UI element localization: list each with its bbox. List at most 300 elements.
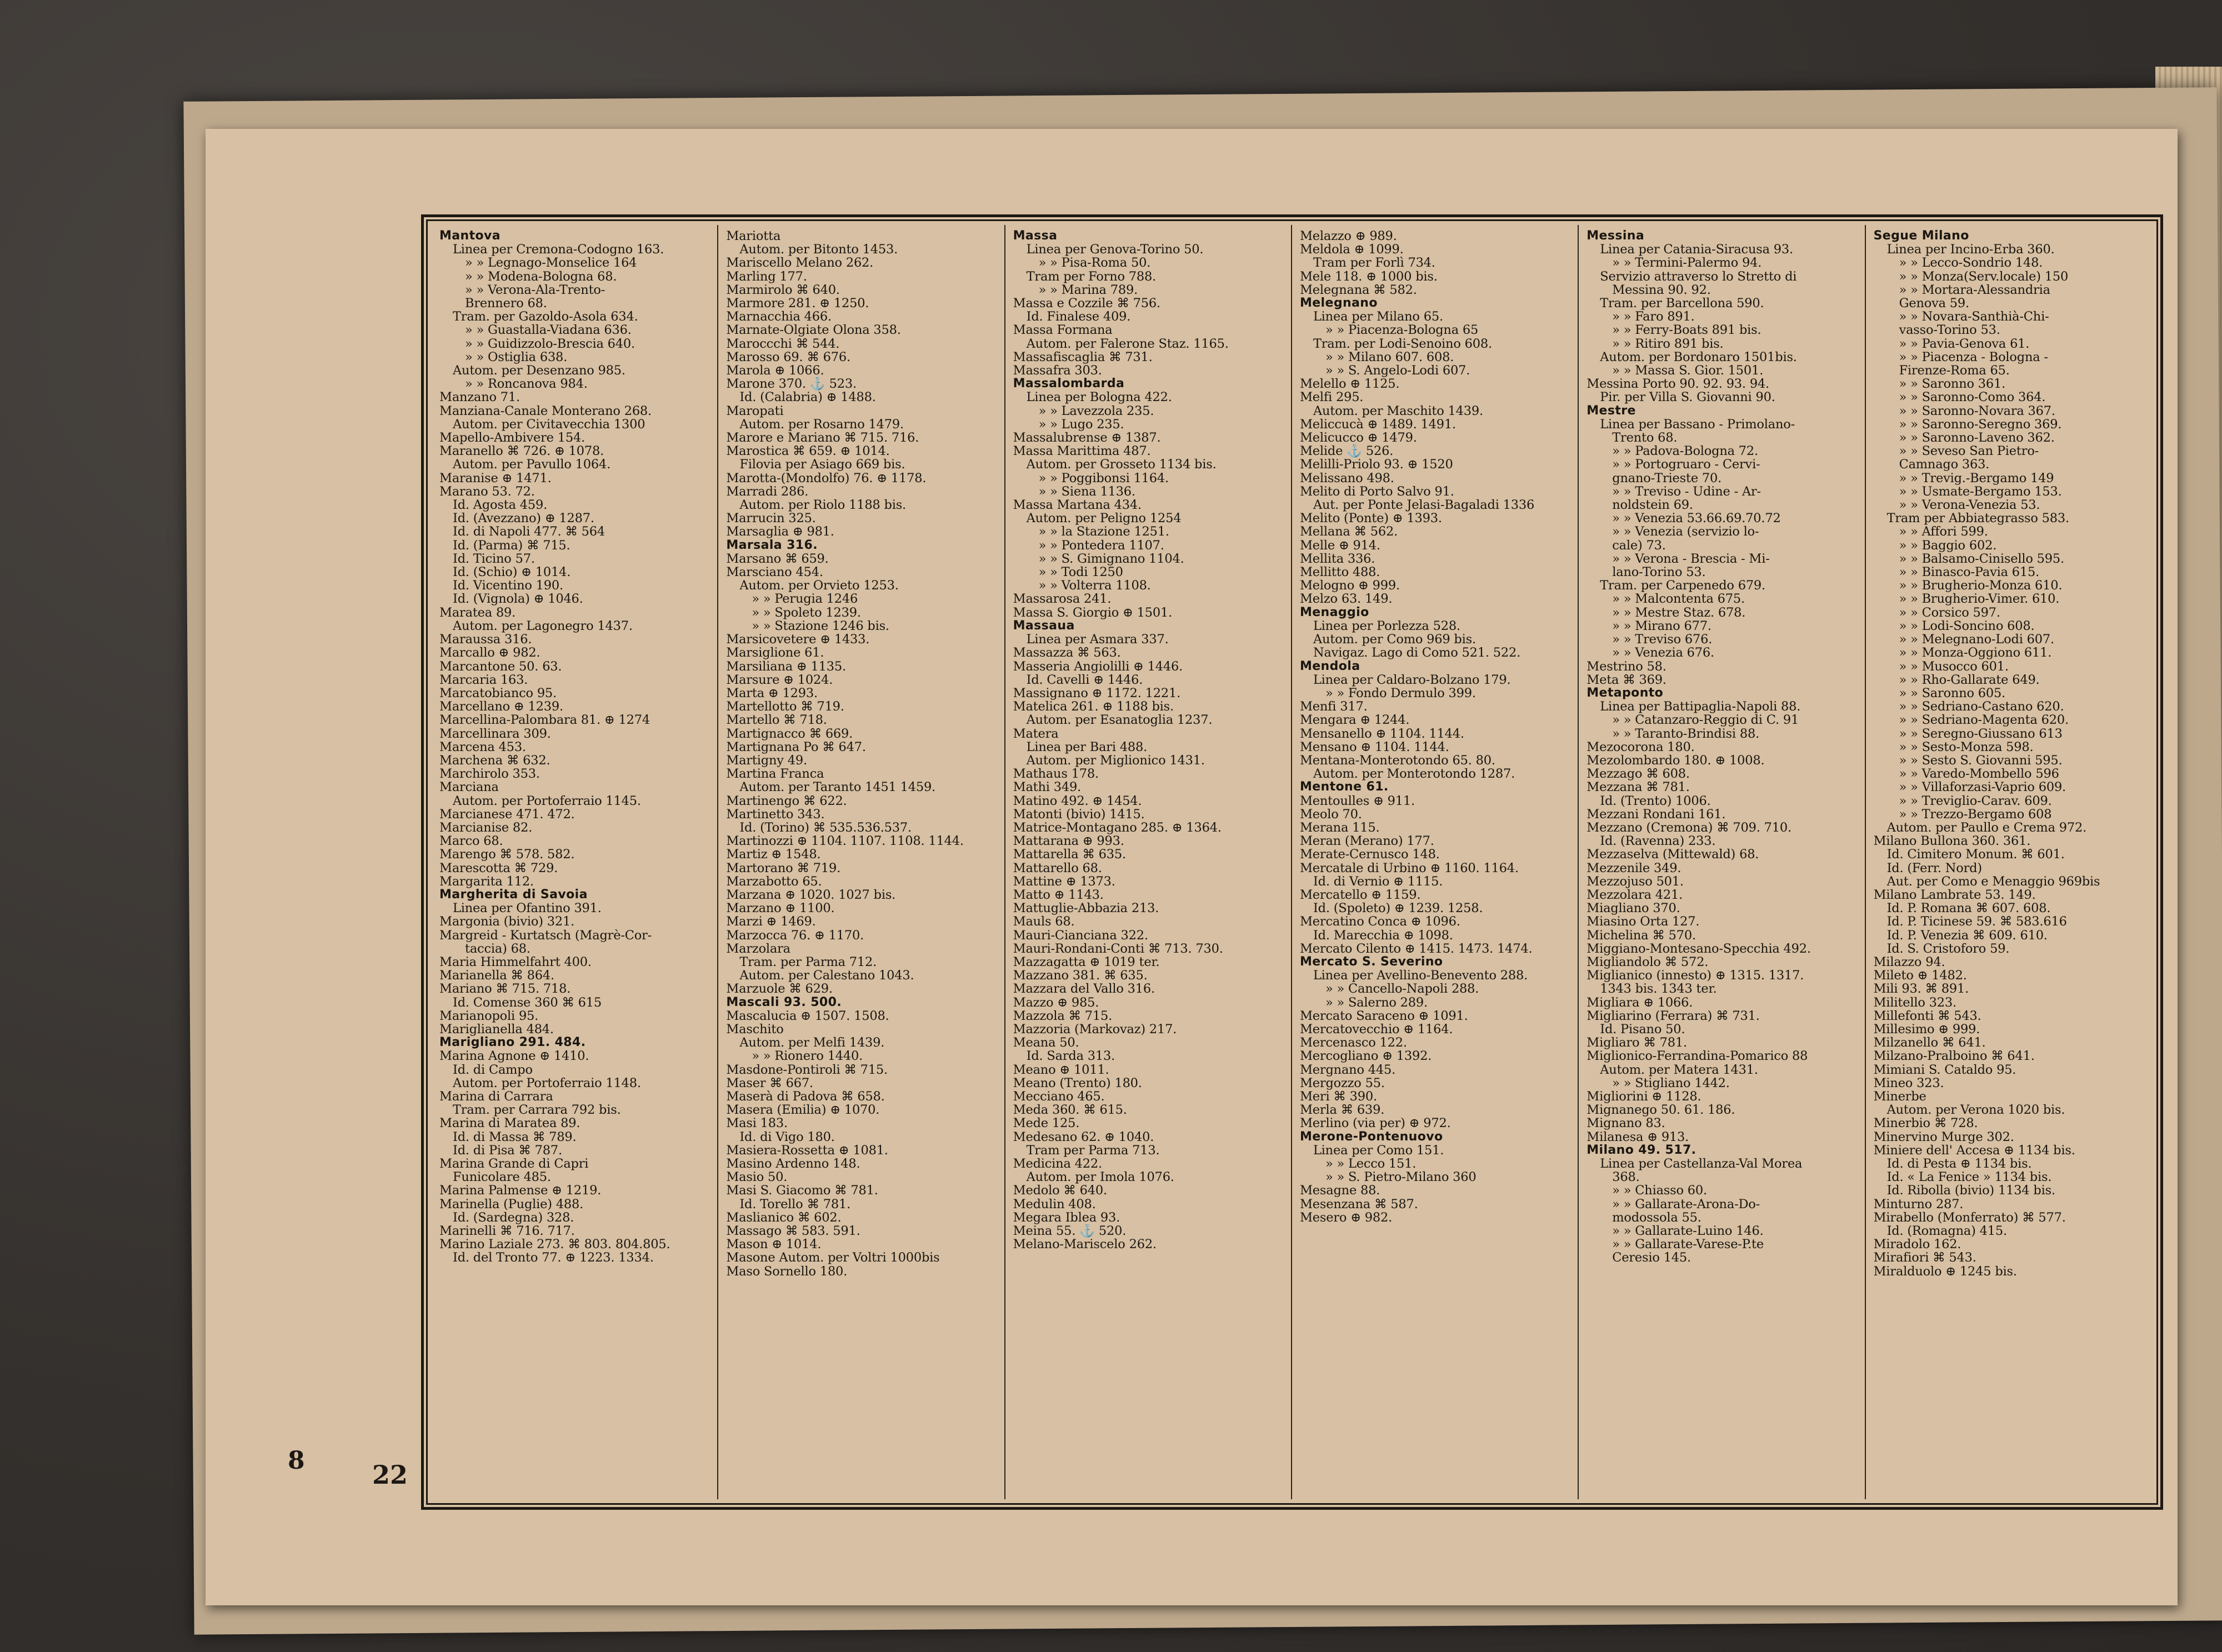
index-entry: Matino 492. ⊕ 1454. [1013, 794, 1142, 808]
index-entry: Martina Franca [726, 767, 824, 781]
index-columns [432, 225, 2153, 1499]
index-entry: » » Brugherio-Vimer. 610. [1899, 592, 2060, 606]
index-entry: Linea per Bologna 422. [1026, 391, 1172, 404]
index-entry: Marosso 69. ⌘ 676. [726, 350, 850, 364]
index-entry: » » Mortara-Alessandria [1899, 283, 2050, 297]
index-entry: » » Pavia-Genova 61. [1899, 337, 2030, 351]
page-number: 22 [372, 1460, 408, 1490]
index-entry: Linea per Porlezza 528. [1313, 619, 1460, 633]
index-entry: Marescotta ⌘ 729. [439, 861, 558, 875]
index-entry: Mathaus 178. [1013, 767, 1099, 781]
index-entry: Id. « La Fenice » 1134 bis. [1886, 1170, 2052, 1184]
index-entry: Linea per Genova-Torino 50. [1026, 243, 1204, 257]
index-entry: » » Saronno-Laveno 362. [1899, 431, 2055, 445]
index-entry: Marino Laziale 273. ⌘ 803. 804.805. [439, 1238, 670, 1251]
index-entry: Marsiglione 61. [726, 646, 824, 660]
index-entry: Mignanego 50. 61. 186. [1587, 1103, 1735, 1117]
index-entry: Maserà di Padova ⌘ 658. [726, 1090, 885, 1104]
index-entry: Mariano ⌘ 715. 718. [439, 982, 571, 996]
index-entry: » » Trezzo-Bergamo 608 [1899, 807, 2052, 821]
index-entry: Autom. per Grosseto 1134 bis. [1026, 458, 1217, 472]
index-entry: » » Piacenza-Bologna 65 [1325, 323, 1479, 337]
index-entry: Merlino (via per) ⊕ 972. [1299, 1117, 1451, 1130]
index-entry: Id. (Ferr. Nord) [1886, 861, 1982, 875]
index-entry: Matera [1013, 727, 1059, 740]
index-entry: Mesenzana ⌘ 587. [1299, 1197, 1418, 1211]
index-entry: Marinella (Puglie) 488. [439, 1197, 584, 1211]
index-entry: Id. P. Venezia ⌘ 609. 610. [1886, 928, 2048, 942]
index-entry: Mezzani Rondani 161. [1587, 807, 1726, 821]
index-entry: Id. Finalese 409. [1026, 310, 1131, 324]
index-entry: Marzolara [726, 942, 790, 955]
index-entry: 368. [1612, 1170, 1640, 1184]
index-entry: » » Sesto S. Giovanni 595. [1899, 753, 2063, 768]
index-entry: Marsano ⌘ 659. [726, 552, 829, 566]
index-entry: Miagliano 370. [1587, 902, 1680, 915]
index-entry: Id. (Parma) ⌘ 715. [453, 538, 570, 552]
index-entry: 1343 bis. 1343 ter. [1600, 982, 1717, 996]
index-entry: Autom. per Esanatoglia 1237. [1026, 713, 1213, 727]
index-entry: Masera (Emilia) ⊕ 1070. [726, 1103, 880, 1117]
station-heading: Menaggio [1299, 605, 1369, 619]
index-entry: » » Usmate-Bergamo 153. [1899, 484, 2062, 499]
index-entry: Mauls 68. [1013, 915, 1075, 929]
index-entry: Melissano 498. [1299, 471, 1394, 485]
index-entry: » » Massa S. Gior. 1501. [1612, 364, 1764, 378]
index-entry: Id. Comense 360 ⌘ 615 [453, 995, 602, 1009]
index-entry: Linea per Como 151. [1313, 1143, 1444, 1158]
index-entry: » » Stazione 1246 bis. [752, 619, 889, 633]
index-entry: Marzabotto 65. [726, 874, 822, 888]
index-entry: Marrucin 325. [726, 512, 816, 525]
index-entry: Id. Cimitero Monum. ⌘ 601. [1886, 848, 2065, 862]
index-entry: Mercatino Conca ⊕ 1096. [1299, 915, 1460, 929]
index-entry: Merate-Cernusco 148. [1299, 848, 1440, 862]
index-entry: Autom. per Monterotondo 1287. [1313, 767, 1515, 781]
index-entry: Melfi 295. [1299, 391, 1364, 404]
index-entry: » » Roncanova 984. [465, 377, 588, 391]
index-entry: Filovia per Asiago 669 bis. [739, 458, 905, 472]
index-entry: Autom. per Portoferraio 1145. [453, 794, 641, 808]
index-entry: Id. (Schio) ⊕ 1014. [453, 565, 571, 579]
index-entry: Autom. per Civitavecchia 1300 [453, 417, 645, 432]
index-entry: » » Guastalla-Viadana 636. [465, 323, 632, 337]
index-entry: Mazzo ⊕ 985. [1013, 995, 1099, 1009]
station-heading: Segue Milano [1873, 229, 1969, 243]
index-entry: Mercato Saraceno ⊕ 1091. [1299, 1009, 1468, 1023]
index-entry: Menfi 317. [1299, 700, 1368, 714]
index-entry: Autom. per Verona 1020 bis. [1886, 1103, 2065, 1117]
index-entry: » » Pisa-Roma 50. [1038, 256, 1151, 270]
index-entry: Massa S. Giorgio ⊕ 1501. [1013, 605, 1173, 619]
index-entry: » » Binasco-Pavia 615. [1899, 565, 2040, 579]
index-entry: Margreid - Kurtatsch (Magrè-Cor- [439, 928, 652, 942]
index-column-3 [1005, 225, 1292, 1499]
index-entry: Michelina ⌘ 570. [1587, 928, 1696, 942]
index-entry: Marcallo ⊕ 982. [439, 646, 541, 660]
index-entry: Marsiliana ⊕ 1135. [726, 659, 846, 673]
index-entry: Miggiano-Montesano-Specchia 492. [1587, 942, 1811, 955]
index-entry: Tram. per Gazoldo-Asola 634. [453, 310, 638, 324]
index-entry: Linea per Ofantino 391. [453, 902, 602, 915]
index-entry: Mazzola ⌘ 715. [1013, 1009, 1113, 1023]
index-entry: » » Sedriano-Castano 620. [1899, 700, 2064, 714]
index-entry: » » Volterra 1108. [1038, 579, 1151, 593]
index-entry: Mercatovecchio ⊕ 1164. [1299, 1022, 1453, 1037]
index-entry: Aut. per Ponte Jelasi-Bagaladi 1336 [1313, 498, 1535, 512]
index-entry: Marzano ⊕ 1100. [726, 902, 835, 915]
index-entry: » » la Stazione 1251. [1038, 525, 1169, 539]
index-entry: » » Poggibonsi 1164. [1038, 471, 1169, 485]
index-entry: » » Padova-Bologna 72. [1612, 444, 1758, 458]
index-entry: » » Saronno 605. [1899, 686, 2006, 700]
index-entry: Messina 90. 92. [1612, 283, 1711, 297]
index-entry: Marianella ⌘ 864. [439, 969, 554, 983]
index-entry: Id. di Napoli 477. ⌘ 564 [453, 525, 605, 539]
index-entry: Margarita 112. [439, 874, 534, 888]
index-column-5 [1579, 225, 1865, 1499]
index-entry: Id. Agosta 459. [453, 498, 548, 512]
index-entry: » » Varedo-Mombello 596 [1899, 767, 2059, 781]
index-entry: » » Ritiro 891 bis. [1612, 337, 1724, 351]
index-entry: Mazzagatta ⊕ 1019 ter. [1013, 955, 1160, 969]
index-entry: Marcellinara 309. [439, 727, 551, 740]
index-entry: Mercatello ⊕ 1159. [1299, 888, 1421, 902]
index-entry: Marengo ⌘ 578. 582. [439, 848, 575, 862]
index-entry: Maropati [726, 404, 784, 418]
index-entry: Mesagne 88. [1299, 1184, 1380, 1198]
index-entry: » » Guidizzolo-Brescia 640. [465, 337, 635, 351]
index-entry: » » Treviso - Udine - Ar- [1612, 484, 1761, 499]
index-entry: Marina Palmense ⊕ 1219. [439, 1184, 602, 1198]
index-entry: Mezolombardo 180. ⊕ 1008. [1587, 753, 1765, 768]
index-entry: Autom. per Falerone Staz. 1165. [1026, 337, 1229, 351]
index-entry: Id. (Calabria) ⊕ 1488. [739, 391, 876, 404]
index-entry: Miasino Orta 127. [1587, 915, 1700, 929]
index-entry: Martiz ⊕ 1548. [726, 848, 821, 862]
index-entry: Maranise ⊕ 1471. [439, 471, 552, 485]
index-entry: Martinetto 343. [726, 807, 825, 821]
index-entry: Massago ⌘ 583. 591. [726, 1224, 860, 1238]
index-entry: Mezzojuso 501. [1587, 874, 1684, 888]
index-column-4 [1292, 225, 1579, 1499]
index-entry: Tram per Forlì 734. [1313, 256, 1435, 270]
index-entry: Autom. per Como 969 bis. [1313, 633, 1476, 647]
index-entry: Marzana ⊕ 1020. 1027 bis. [726, 888, 896, 902]
index-entry: » » Lecco 151. [1325, 1157, 1417, 1171]
station-heading: Massalombarda [1013, 377, 1125, 391]
station-heading: Merone-Pontenuovo [1299, 1130, 1443, 1144]
index-entry: Genova 59. [1899, 297, 1969, 311]
index-entry: modossola 55. [1612, 1210, 1701, 1225]
index-entry: Marciana [439, 780, 499, 794]
timetable-index-page [206, 129, 2178, 1605]
index-entry: » » Saronno-Seregno 369. [1899, 417, 2062, 432]
index-entry: Tram. per Carpenedo 679. [1600, 579, 1766, 593]
index-entry: Linea per Bari 488. [1026, 740, 1148, 754]
index-entry: Migliorini ⊕ 1128. [1587, 1090, 1701, 1104]
index-entry: Martigny 49. [726, 753, 807, 768]
index-entry: Marcena 453. [439, 740, 526, 754]
index-entry: Meri ⌘ 390. [1299, 1090, 1377, 1104]
index-entry: » » Pontedera 1107. [1038, 538, 1164, 552]
index-entry: Mecciano 465. [1013, 1090, 1105, 1104]
index-entry: Trento 68. [1612, 431, 1678, 445]
index-entry: » » Mestre Staz. 678. [1612, 605, 1746, 619]
index-entry: Migliaro ⌘ 781. [1587, 1036, 1687, 1050]
index-entry: Meran (Merano) 177. [1299, 834, 1434, 848]
station-heading: Marsala 316. [726, 538, 818, 552]
index-entry: Linea per Battipaglia-Napoli 88. [1600, 700, 1801, 714]
index-entry: » » Verona-Ala-Trento- [465, 283, 605, 297]
index-entry: Martignacco ⌘ 669. [726, 727, 853, 740]
index-entry: » » Stigliano 1442. [1612, 1076, 1730, 1090]
index-entry: Tram per Abbiategrasso 583. [1886, 512, 2069, 525]
index-entry: Milano Bullona 360. 361. [1873, 834, 2031, 848]
index-entry: Autom. per Pavullo 1064. [453, 458, 611, 472]
index-entry: cale) 73. [1612, 538, 1666, 552]
index-entry: Autom. per Lagonegro 1437. [453, 619, 633, 633]
index-entry: Mathi 349. [1013, 780, 1082, 794]
index-entry: Marmore 281. ⊕ 1250. [726, 297, 869, 311]
index-entry: Autom. per Taranto 1451 1459. [739, 780, 936, 794]
index-entry: Marsaglia ⊕ 981. [726, 525, 834, 539]
index-entry: Id. (Torino) ⌘ 535.536.537. [739, 820, 912, 835]
station-heading: Marigliano 291. 484. [439, 1036, 586, 1050]
index-entry: Marcellina-Palombara 81. ⊕ 1274 [439, 713, 650, 727]
station-heading: Massa [1013, 229, 1058, 243]
index-entry: Id. Pisano 50. [1600, 1022, 1685, 1037]
index-entry: » » Sesto-Monza 598. [1899, 740, 2034, 754]
index-entry: Mezzana ⌘ 781. [1587, 780, 1690, 794]
index-entry: Id. di Massa ⌘ 789. [453, 1130, 577, 1144]
index-entry: Marchirolo 353. [439, 767, 540, 781]
index-entry: Linea per Castellanza-Val Morea [1600, 1157, 1803, 1171]
index-entry: Mede 125. [1013, 1117, 1080, 1130]
index-entry: Maranello ⌘ 726. ⊕ 1078. [439, 444, 604, 458]
station-heading: Mestre [1587, 404, 1636, 418]
index-entry: Marradi 286. [726, 484, 809, 499]
index-entry: Id. Ribolla (bivio) 1134 bis. [1886, 1184, 2055, 1198]
index-entry: Miniere dell' Accesa ⊕ 1134 bis. [1873, 1143, 2075, 1158]
index-entry: Matonti (bivio) 1415. [1013, 807, 1145, 821]
index-entry: Marore e Mariano ⌘ 715. 716. [726, 431, 919, 445]
index-entry: Autom. per Calestano 1043. [739, 969, 914, 983]
index-entry: » » Faro 891. [1612, 310, 1695, 324]
index-entry: Massa Marittima 487. [1013, 444, 1151, 458]
index-entry: » » Fondo Dermulo 399. [1325, 686, 1476, 700]
station-heading: Metaponto [1587, 686, 1664, 700]
index-entry: Mercenasco 122. [1299, 1036, 1407, 1050]
index-entry: Milazzo 94. [1873, 955, 1945, 969]
index-entry: » » Catanzaro-Reggio di C. 91 [1612, 713, 1799, 727]
index-entry: » » Corsico 597. [1899, 605, 2000, 619]
index-entry: Id. Torello ⌘ 781. [739, 1197, 851, 1211]
index-entry: Marone 370. ⚓ 523. [726, 377, 857, 391]
index-entry: Tram per Parma 713. [1026, 1143, 1160, 1158]
index-entry: Minervino Murge 302. [1873, 1130, 2014, 1144]
index-entry: » » Todi 1250 [1038, 565, 1123, 579]
index-entry: Marina di Carrara [439, 1090, 553, 1104]
index-entry: Mellitto 488. [1299, 565, 1380, 579]
index-entry: » » Lavezzola 235. [1038, 404, 1154, 418]
index-entry: » » Ostiglia 638. [465, 350, 568, 364]
index-entry: » » Venezia 676. [1612, 646, 1714, 660]
index-entry: Autom. per Rosarno 1479. [739, 417, 904, 432]
index-entry: Mellita 336. [1299, 552, 1375, 566]
index-entry: Autom. per Orvieto 1253. [739, 579, 899, 593]
index-entry: Mariglianella 484. [439, 1022, 554, 1037]
index-entry: Marta ⊕ 1293. [726, 686, 818, 700]
index-entry: » » Termini-Palermo 94. [1612, 256, 1762, 270]
index-entry: Melito (Ponte) ⊕ 1393. [1299, 512, 1442, 525]
index-entry: » » Gallarate-Arona-Do- [1612, 1197, 1760, 1211]
index-entry: Marostica ⌘ 659. ⊕ 1014. [726, 444, 890, 458]
index-entry: Mili 93. ⌘ 891. [1873, 982, 1969, 996]
index-entry: Linea per Cremona-Codogno 163. [453, 243, 664, 257]
index-entry: Massafiscaglia ⌘ 731. [1013, 350, 1153, 364]
index-entry: » » Legnago-Monselice 164 [465, 256, 637, 270]
index-entry: Martignana Po ⌘ 647. [726, 740, 866, 754]
index-entry: Mimiani S. Cataldo 95. [1873, 1063, 2016, 1077]
index-entry: gnano-Trieste 70. [1612, 471, 1722, 485]
index-entry: Manzano 71. [439, 391, 520, 404]
index-entry: Marnate-Olgiate Olona 358. [726, 323, 901, 337]
index-entry: Miglianico (innesto) ⊕ 1315. 1317. [1587, 969, 1804, 983]
index-entry: Margonia (bivio) 321. [439, 915, 575, 929]
index-entry: Mergnano 445. [1299, 1063, 1396, 1077]
index-entry: Tram. per Barcellona 590. [1600, 297, 1764, 311]
index-entry: Maraussa 316. [439, 633, 532, 647]
index-entry: Id. (Romagna) 415. [1886, 1224, 2007, 1238]
index-entry: Autom. per Maschito 1439. [1313, 404, 1483, 418]
index-entry: Id. di Pesta ⊕ 1134 bis. [1886, 1157, 2032, 1171]
index-entry: Medulin 408. [1013, 1197, 1096, 1211]
index-entry: Maso Sornello 180. [726, 1264, 848, 1278]
index-entry: Marchena ⌘ 632. [439, 753, 551, 768]
index-entry: » » Marina 789. [1038, 283, 1138, 297]
index-entry: Mason ⊕ 1014. [726, 1238, 822, 1251]
index-entry: Id. del Tronto 77. ⊕ 1223. 1334. [453, 1251, 654, 1265]
index-entry: Melzo 63. 149. [1299, 592, 1393, 606]
index-entry: » » Baggio 602. [1899, 538, 1997, 552]
index-entry: » » Monza(Serv.locale) 150 [1899, 269, 2069, 283]
index-entry: Millefonti ⌘ 543. [1873, 1009, 1981, 1023]
index-entry: » » Lugo 235. [1038, 417, 1124, 432]
index-entry: Meolo 70. [1299, 807, 1362, 821]
index-entry: Autom. per Riolo 1188 bis. [739, 498, 906, 512]
index-entry: Marina Agnone ⊕ 1410. [439, 1049, 589, 1063]
index-entry: Mensano ⊕ 1104. 1144. [1299, 740, 1449, 754]
index-entry: » » Treviso 676. [1612, 633, 1713, 647]
index-entry: Masone Autom. per Voltri 1000bis [726, 1251, 940, 1265]
index-entry: Meliccucà ⊕ 1489. 1491. [1299, 417, 1456, 432]
index-entry: Navigaz. Lago di Como 521. 522. [1313, 646, 1521, 660]
index-entry: » » Gallarate-Varese-P.te [1612, 1238, 1764, 1251]
index-entry: Melicucco ⊕ 1479. [1299, 431, 1417, 445]
index-entry: Martinengo ⌘ 622. [726, 794, 847, 808]
index-entry: Linea per Caldaro-Bolzano 179. [1313, 673, 1511, 687]
index-entry: Id. S. Cristoforo 59. [1886, 942, 2010, 955]
index-entry: » » Saronno-Como 364. [1899, 391, 2046, 404]
index-entry: Id. Sarda 313. [1026, 1049, 1115, 1063]
index-entry: Id. P. Ticinese 59. ⌘ 583.616 [1886, 915, 2067, 929]
index-entry: » » Saronno-Novara 367. [1899, 404, 2055, 418]
index-entry: Marnacchia 466. [726, 310, 832, 324]
index-entry: Id. (Avezzano) ⊕ 1287. [453, 512, 594, 525]
index-entry: Melazzo ⊕ 989. [1299, 229, 1397, 243]
index-entry: » » Gallarate-Luino 146. [1612, 1224, 1764, 1238]
index-entry: Marling 177. [726, 269, 807, 283]
index-entry: Mileto ⊕ 1482. [1873, 969, 1967, 983]
index-entry: » » Seveso San Pietro- [1899, 444, 2039, 458]
index-entry: Massarosa 241. [1013, 592, 1112, 606]
index-entry: Camnago 363. [1899, 458, 1990, 472]
index-entry: » » Rionero 1440. [752, 1049, 863, 1063]
index-entry: Matelica 261. ⊕ 1188 bis. [1013, 700, 1174, 714]
index-entry: Autom. per Paullo e Crema 972. [1886, 820, 2087, 835]
index-entry: » » Brugherio-Monza 610. [1899, 579, 2063, 593]
station-heading: Mantova [439, 229, 501, 243]
index-entry: Melito di Porto Salvo 91. [1299, 484, 1454, 499]
index-entry: Id. P. Romana ⌘ 607. 608. [1886, 902, 2051, 915]
index-entry: noldstein 69. [1612, 498, 1693, 512]
index-entry: » » Malcontenta 675. [1612, 592, 1745, 606]
index-entry: Masi 183. [726, 1117, 788, 1130]
index-entry: Melogno ⊕ 999. [1299, 579, 1400, 593]
index-entry: Militello 323. [1873, 995, 1956, 1009]
index-entry: Id. Cavelli ⊕ 1446. [1026, 673, 1143, 687]
index-entry: » » S. Gimignano 1104. [1038, 552, 1184, 566]
index-entry: Miradolo 162. [1873, 1238, 1961, 1251]
index-entry: Mesero ⊕ 982. [1299, 1210, 1393, 1225]
index-entry: » » Portogruaro - Cervi- [1612, 458, 1760, 472]
index-entry: Id. di Vigo 180. [739, 1130, 835, 1144]
index-entry: Minturno 287. [1873, 1197, 1964, 1211]
index-entry: Firenze-Roma 65. [1899, 364, 2010, 378]
index-entry: taccia) 68. [465, 942, 531, 955]
station-heading: Milano 49. 517. [1587, 1143, 1696, 1157]
index-entry: Mensanello ⊕ 1104. 1144. [1299, 727, 1464, 740]
index-entry: Marsciano 454. [726, 565, 823, 579]
index-entry: » » Milano 607. 608. [1325, 350, 1454, 364]
index-entry: Linea per Bassano - Primolano- [1600, 417, 1795, 432]
index-entry: Miglionico-Ferrandina-Pomarico 88 [1587, 1049, 1808, 1063]
index-entry: Masseria Angiolilli ⊕ 1446. [1013, 659, 1183, 673]
index-entry: Mentoulles ⊕ 911. [1299, 794, 1415, 808]
index-entry: lano-Torino 53. [1612, 565, 1706, 579]
index-entry: Merana 115. [1299, 820, 1380, 835]
index-entry: » » Monza-Oggiono 611. [1899, 646, 2052, 660]
index-entry: Mezzano (Cremona) ⌘ 709. 710. [1587, 820, 1791, 835]
index-entry: Autom. per Matera 1431. [1600, 1063, 1758, 1077]
index-entry: Id. (Trento) 1006. [1600, 794, 1711, 808]
index-entry: Mignano 83. [1587, 1117, 1665, 1130]
index-entry: » » Novara-Santhià-Chi- [1899, 310, 2049, 324]
station-heading: Massaua [1013, 619, 1075, 633]
index-entry: Marola ⊕ 1066. [726, 364, 824, 378]
index-entry: Mauri-Rondani-Conti ⌘ 713. 730. [1013, 942, 1223, 955]
index-entry: Minerbe [1873, 1090, 1926, 1104]
index-entry: » » S. Pietro-Milano 360 [1325, 1170, 1477, 1184]
index-entry: Melle ⊕ 914. [1299, 538, 1380, 552]
station-heading: Mercato S. Severino [1299, 955, 1443, 969]
index-entry: Marinelli ⌘ 716. 717. [439, 1224, 575, 1238]
index-entry: Mercatale di Urbino ⊕ 1160. 1164. [1299, 861, 1519, 875]
index-entry: Mazzano 381. ⌘ 635. [1013, 969, 1148, 983]
index-entry: Funicolare 485. [453, 1170, 551, 1184]
index-entry: Id. Ticino 57. [453, 552, 535, 566]
